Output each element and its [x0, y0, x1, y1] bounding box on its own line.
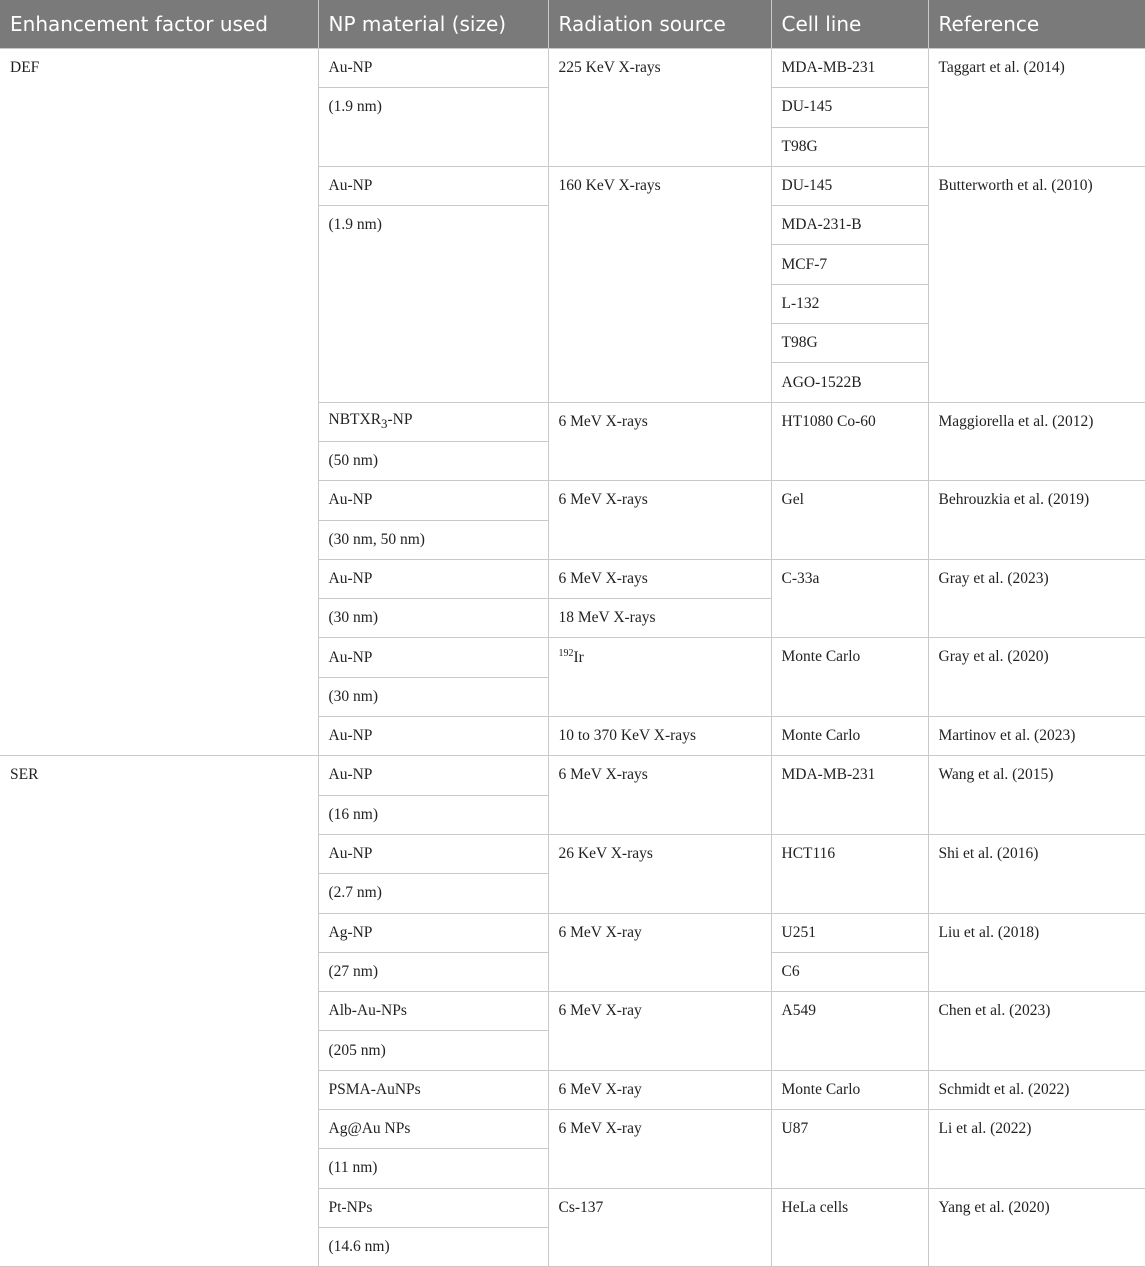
cell-line: AGO-1522B — [771, 363, 928, 402]
reference: Shi et al. (2016) — [928, 834, 1145, 913]
reference: Chen et al. (2023) — [928, 992, 1145, 1071]
radiation-source: 6 MeV X-ray — [548, 913, 771, 992]
radiation-source: 6 MeV X-rays — [548, 559, 771, 598]
np-size: (11 nm) — [318, 1149, 548, 1188]
cell-line: Monte Carlo — [771, 1070, 928, 1109]
reference: Taggart et al. (2014) — [928, 49, 1145, 167]
cell-line: HT1080 Co-60 — [771, 402, 928, 481]
np-material: Au-NP — [318, 834, 548, 873]
radiation-source: 10 to 370 KeV X-rays — [548, 717, 771, 756]
cell-line: MDA-MB-231 — [771, 49, 928, 88]
cell-line: U87 — [771, 1110, 928, 1189]
isotope-symbol: Ir — [573, 649, 584, 667]
np-material: Au-NP — [318, 756, 548, 795]
cell-line: A549 — [771, 992, 928, 1071]
group-label-ser: SER — [0, 756, 318, 1267]
np-size: (30 nm, 50 nm) — [318, 520, 548, 559]
cell-line: C6 — [771, 952, 928, 991]
radiation-source: 26 KeV X-rays — [548, 834, 771, 913]
radiation-source: 6 MeV X-rays — [548, 756, 771, 835]
reference: Butterworth et al. (2010) — [928, 166, 1145, 402]
np-material: Alb-Au-NPs — [318, 992, 548, 1031]
cell-line: DU-145 — [771, 88, 928, 127]
np-formula-suffix: -NP — [387, 411, 413, 429]
radiation-source — [548, 638, 771, 717]
reference: Gray et al. (2023) — [928, 559, 1145, 638]
header-radiation-source: Radiation source — [548, 0, 771, 49]
cell-line: T98G — [771, 127, 928, 166]
cell-line: T98G — [771, 324, 928, 363]
radiation-source: Cs-137 — [548, 1188, 771, 1267]
table-row — [0, 756, 1145, 795]
cell-line: MDA-MB-231 — [771, 756, 928, 835]
np-material: Au-NP — [318, 638, 548, 677]
np-material: Au-NP — [318, 49, 548, 88]
radiation-source: 18 MeV X-rays — [548, 599, 771, 638]
isotope-mass-number: 192 — [558, 648, 574, 660]
np-material: Au-NP — [318, 717, 548, 756]
np-size: (205 nm) — [318, 1031, 548, 1070]
header-np-material: NP material (size) — [318, 0, 548, 49]
np-size: (1.9 nm) — [318, 206, 548, 402]
reference: Behrouzkia et al. (2019) — [928, 481, 1145, 560]
cell-line: MDA-231-B — [771, 206, 928, 245]
reference: Schmidt et al. (2022) — [928, 1070, 1145, 1109]
np-material: Pt-NPs — [318, 1188, 548, 1227]
cell-line: U251 — [771, 913, 928, 952]
radiation-source: 6 MeV X-ray — [548, 1110, 771, 1189]
header-cell-line: Cell line — [771, 0, 928, 49]
cell-line: L-132 — [771, 284, 928, 323]
radiation-source: 6 MeV X-ray — [548, 992, 771, 1071]
group-label-def: DEF — [0, 49, 318, 756]
np-formula-subscript: 3 — [381, 416, 388, 432]
reference: Liu et al. (2018) — [928, 913, 1145, 992]
reference: Li et al. (2022) — [928, 1110, 1145, 1189]
radiation-source: 6 MeV X-rays — [548, 481, 771, 560]
cell-line: C-33a — [771, 559, 928, 638]
table-row — [0, 49, 1145, 88]
header-reference: Reference — [928, 0, 1145, 49]
np-size: (30 nm) — [318, 599, 548, 638]
np-size: (50 nm) — [318, 441, 548, 480]
cell-line: MCF-7 — [771, 245, 928, 284]
radiation-source: 6 MeV X-ray — [548, 1070, 771, 1109]
reference: Maggiorella et al. (2012) — [928, 402, 1145, 481]
np-material: Ag-NP — [318, 913, 548, 952]
cell-line: Monte Carlo — [771, 717, 928, 756]
cell-line: DU-145 — [771, 166, 928, 205]
reference: Wang et al. (2015) — [928, 756, 1145, 835]
np-size: (14.6 nm) — [318, 1227, 548, 1266]
radiation-source: 160 KeV X-rays — [548, 166, 771, 402]
cell-line: HCT116 — [771, 834, 928, 913]
header-row — [0, 0, 1145, 49]
radiation-source: 6 MeV X-rays — [548, 402, 771, 481]
np-material: Au-NP — [318, 481, 548, 520]
cell-line: Gel — [771, 481, 928, 560]
np-material: Ag@Au NPs — [318, 1110, 548, 1149]
reference: Martinov et al. (2023) — [928, 717, 1145, 756]
np-size: (1.9 nm) — [318, 88, 548, 167]
header-enhancement-factor: Enhancement factor used — [0, 0, 318, 49]
np-material: Au-NP — [318, 559, 548, 598]
np-size: (2.7 nm) — [318, 874, 548, 913]
np-size: (16 nm) — [318, 795, 548, 834]
np-formula-prefix: NBTXR — [328, 411, 382, 429]
np-material: Au-NP — [318, 166, 548, 205]
np-size: (30 nm) — [318, 677, 548, 716]
reference: Gray et al. (2020) — [928, 638, 1145, 717]
cell-line: Monte Carlo — [771, 638, 928, 717]
np-size: (27 nm) — [318, 952, 548, 991]
np-material: PSMA-AuNPs — [318, 1070, 548, 1109]
radiation-source: 225 KeV X-rays — [548, 49, 771, 167]
reference: Yang et al. (2020) — [928, 1188, 1145, 1267]
np-material — [318, 402, 548, 441]
cell-line: HeLa cells — [771, 1188, 928, 1267]
